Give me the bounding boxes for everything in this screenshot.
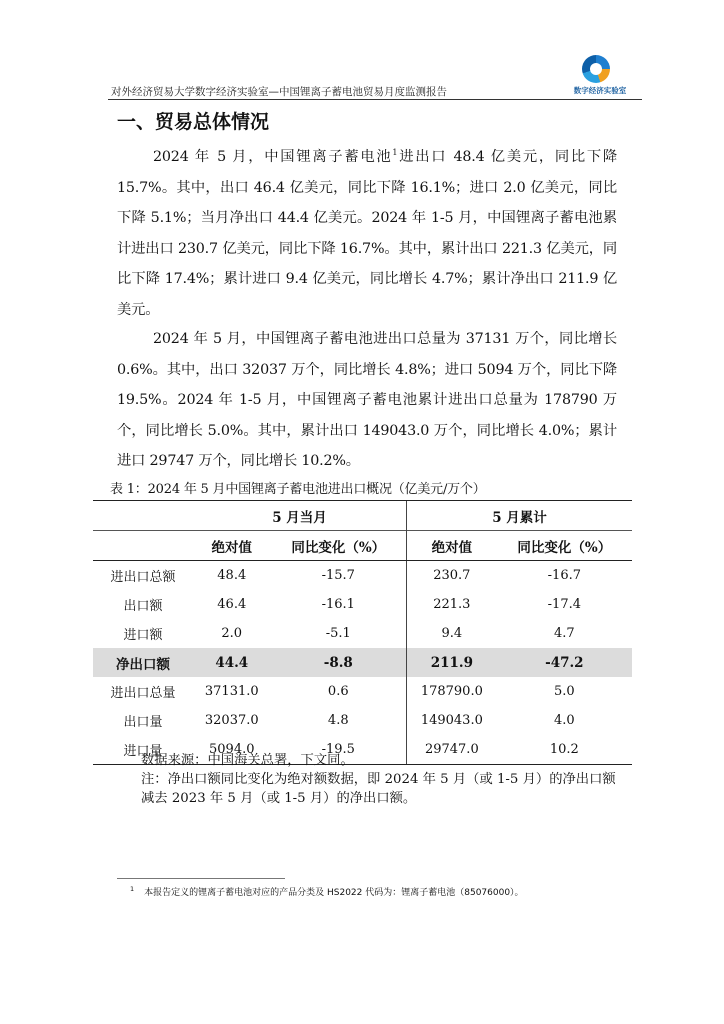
table-cell: -5.1	[325, 626, 351, 641]
table-cell: -16.1	[321, 597, 355, 612]
footnote-marker: 1	[392, 148, 398, 158]
row-label: 进出口总额	[110, 570, 176, 585]
table-cell: -15.7	[321, 568, 355, 583]
table-cell: -47.2	[497, 648, 632, 677]
footnote	[130, 885, 524, 898]
trade-overview-table	[93, 500, 632, 765]
footnote-number: 1	[130, 885, 135, 893]
table-cell: 221.3	[407, 590, 497, 619]
table-cell: -17.4	[547, 597, 581, 612]
table-row	[93, 706, 632, 735]
row-label: 出口量	[123, 715, 163, 730]
table-row	[93, 619, 632, 648]
table-cell: 48.4	[217, 568, 247, 583]
table-cell: 149043.0	[407, 706, 497, 735]
table-cell: 4.7	[553, 626, 575, 641]
table-group-header-row	[93, 501, 632, 531]
group-header-cumulative: 5 月累计	[407, 501, 632, 531]
table-caption: 表 1：2024 年 5 月中国锂离子蓄电池进出口概况（亿美元/万个）	[110, 482, 486, 497]
table-row	[93, 561, 632, 591]
table-cell: -16.7	[547, 568, 581, 583]
row-label: 进口量	[93, 735, 193, 765]
column-header: 绝对值	[407, 531, 497, 561]
table-cell: 46.4	[217, 597, 247, 612]
table-cell: -8.8	[271, 648, 407, 677]
header-divider	[108, 99, 642, 100]
table-column-header-row	[93, 531, 632, 561]
paragraph-1-start: 2024 年 5 月，中国锂离子蓄电池	[153, 149, 393, 165]
table-row	[93, 677, 632, 706]
row-label: 进口额	[123, 628, 163, 643]
table-row-highlighted	[93, 648, 632, 677]
table-cell: 37131.0	[204, 684, 259, 699]
table-cell: 5.0	[553, 684, 575, 699]
column-header: 同比变化（%）	[271, 531, 407, 561]
row-label: 净出口额	[93, 648, 193, 677]
table-row	[93, 590, 632, 619]
footnote-divider	[117, 878, 285, 879]
footnote-text: 本报告定义的锂离子蓄电池对应的产品分类及 HS2022 代码为：锂离子蓄电池（85076000）。	[144, 888, 524, 898]
section-title: 一、贸易总体情况	[117, 111, 270, 133]
paragraph-trade-value	[117, 142, 617, 325]
table-cell: 2.0	[221, 626, 243, 641]
table-cell: 5094.0	[193, 735, 271, 765]
table-cell: 0.6	[327, 684, 349, 699]
table-cell: 10.2	[497, 735, 632, 765]
data-source-note: 数据来源：中国海关总署，下文同。	[141, 753, 354, 768]
table-cell: -19.5	[271, 735, 407, 765]
globe-logo-icon	[582, 55, 610, 83]
table-cell: 29747.0	[407, 735, 497, 765]
table-cell: 4.8	[327, 713, 349, 728]
group-header-month: 5 月当月	[193, 501, 407, 531]
table-cell: 211.9	[407, 648, 497, 677]
table-note: 注：净出口额同比变化为绝对额数据，即 2024 年 5 月（或 1-5 月）的净出口额减去 2023 年 5 月（或 1-5 月）的净出口额。	[141, 772, 616, 806]
table-cell: 4.0	[553, 713, 575, 728]
table-cell: 178790.0	[407, 677, 497, 706]
row-label: 进出口总量	[110, 686, 176, 701]
table-cell: 230.7	[407, 561, 497, 591]
lab-logo	[570, 55, 630, 99]
row-label: 出口额	[123, 599, 163, 614]
table-cell: 32037.0	[204, 713, 259, 728]
table-cell: 9.4	[407, 619, 497, 648]
paragraph-1-rest: 进出口 48.4 亿美元，同比下降 15.7%。其中，出口 46.4 亿美元，同比下降 16.1%；进口 2.0 亿美元，同比下降 5.1%；当月净出口 44.4 亿美元。2024 年 1-5 月，中国锂离子蓄电池累计进出口 230.7 亿美元，同比下降 16.7%。其中，累计出口 221.3 亿美元，同比下降 17.4%；累计进口 9.4 亿美元，同比增长 4.7%；累计净出口 211.9 亿美元。	[117, 149, 617, 318]
running-title: 对外经济贸易大学数字经济实验室—中国锂离子蓄电池贸易月度监测报告	[111, 86, 447, 98]
paragraph-trade-volume: 2024 年 5 月，中国锂离子蓄电池进出口总量为 37131 万个，同比增长 0.6%。其中，出口 32037 万个，同比增长 4.8%；进口 5094 万个，同比下降 19.5%。2024 年 1-5 月，中国锂离子蓄电池累计进出口总量为 178790 万个，同比增长 5.0%。其中，累计出口 149043.0 万个，同比增长 4.0%；累计进口 29747 万个，同比增长 10.2%。	[117, 331, 617, 469]
column-header: 绝对值	[193, 531, 271, 561]
column-header: 同比变化（%）	[497, 531, 632, 561]
logo-text: 数字经济实验室	[573, 86, 627, 95]
table-cell: 44.4	[193, 648, 271, 677]
